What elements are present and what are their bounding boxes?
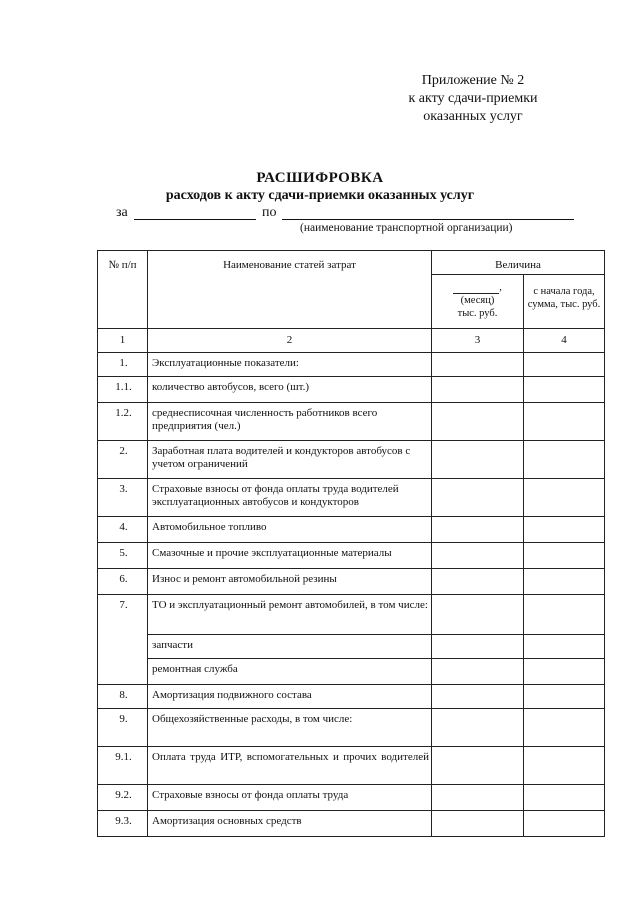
table-row — [98, 353, 605, 377]
ytd-value-cell[interactable] — [524, 635, 605, 659]
row-cost-item: Автомобильное топливо — [148, 517, 432, 543]
ytd-value-cell[interactable] — [524, 709, 605, 747]
ytd-value-cell[interactable] — [524, 479, 605, 517]
period-from-blank[interactable] — [134, 219, 256, 220]
table-row — [98, 479, 605, 517]
row-cost-item: среднесписочная численность работников всего предприятия (чел.) — [148, 403, 432, 441]
row-number: 6. — [98, 569, 148, 595]
month-value-cell[interactable] — [432, 441, 524, 479]
month-value-cell[interactable] — [432, 517, 524, 543]
expense-table — [97, 250, 605, 837]
header-month-label: (месяц) — [460, 295, 495, 306]
row-cost-item: Амортизация подвижного состава — [148, 685, 432, 709]
table-row — [98, 403, 605, 441]
table-row — [98, 377, 605, 403]
table-row — [98, 543, 605, 569]
month-value-cell[interactable] — [432, 353, 524, 377]
column-number-cell: 4 — [524, 329, 605, 353]
table-row — [98, 685, 605, 709]
ytd-value-cell[interactable] — [524, 785, 605, 811]
ytd-value-cell[interactable] — [524, 685, 605, 709]
appendix-line-3: оказанных услуг — [423, 109, 523, 124]
table-row — [98, 785, 605, 811]
row-number: 9.2. — [98, 785, 148, 811]
row-cost-item — [148, 747, 432, 785]
row-number: 8. — [98, 685, 148, 709]
header-ytd-column: с начала года, сумма, тыс. руб. — [524, 275, 605, 329]
table-row — [98, 635, 605, 659]
row-cost-item: Амортизация основных средств — [148, 811, 432, 837]
header-month-unit: тыс. руб. — [457, 308, 498, 319]
table-row — [98, 709, 605, 747]
row-number: 4. — [98, 517, 148, 543]
row-cost-item: запчасти — [148, 635, 432, 659]
row-number: 2. — [98, 441, 148, 479]
table-row — [98, 811, 605, 837]
column-number-cell: 2 — [148, 329, 432, 353]
row-number: 5. — [98, 543, 148, 569]
row-number: 3. — [98, 479, 148, 517]
header-month-column — [432, 275, 524, 329]
month-value-cell[interactable] — [432, 811, 524, 837]
document-subtitle: расходов к акту сдачи-приемки оказанных услуг — [165, 188, 475, 203]
ytd-value-cell[interactable] — [524, 403, 605, 441]
ytd-value-cell[interactable] — [524, 747, 605, 785]
ytd-value-cell[interactable] — [524, 441, 605, 479]
month-value-cell[interactable] — [432, 377, 524, 403]
row-cost-item: Заработная плата водителей и кондукторов автобусов с учетом ограничений — [148, 441, 432, 479]
row-cost-item: количество автобусов, всего (шт.) — [148, 377, 432, 403]
ytd-value-cell[interactable] — [524, 377, 605, 403]
row-cost-item: Эксплуатационные показатели: — [148, 353, 432, 377]
month-blank — [453, 283, 499, 294]
row-cost-item: Общехозяйственные расходы, в том числе: — [148, 709, 432, 747]
row-number: 1.2. — [98, 403, 148, 441]
month-value-cell[interactable] — [432, 543, 524, 569]
row-number: 7. — [98, 595, 148, 685]
month-value-cell[interactable] — [432, 569, 524, 595]
row-number: 9.3. — [98, 811, 148, 837]
ytd-value-cell[interactable] — [524, 543, 605, 569]
month-value-cell[interactable] — [432, 659, 524, 685]
appendix-line-2: к акту сдачи-приемки — [408, 91, 538, 106]
month-value-cell[interactable] — [432, 685, 524, 709]
row-cost-item: Страховые взносы от фонда оплаты труда — [148, 785, 432, 811]
period-from-label: за — [116, 205, 128, 220]
month-value-cell[interactable] — [432, 785, 524, 811]
ytd-value-cell[interactable] — [524, 569, 605, 595]
column-number-cell: 3 — [432, 329, 524, 353]
month-value-cell[interactable] — [432, 709, 524, 747]
row-cost-item-text: Оплата труда ИТР, вспомогательных и прочих водителей — [152, 751, 429, 763]
row-number: 1. — [98, 353, 148, 377]
header-cost-item: Наименование статей затрат — [148, 251, 432, 329]
table-row — [98, 595, 605, 635]
month-value-cell[interactable] — [432, 595, 524, 635]
row-cost-item: Страховые взносы от фонда оплаты труда водителей эксплуатационных автобусов и кондукторов — [148, 479, 432, 517]
month-value-cell[interactable] — [432, 747, 524, 785]
table-row — [98, 747, 605, 785]
column-number-cell: 1 — [98, 329, 148, 353]
row-number: 9. — [98, 709, 148, 747]
row-cost-item: ремонтная служба — [148, 659, 432, 685]
ytd-value-cell[interactable] — [524, 659, 605, 685]
organization-caption: (наименование транспортной организации) — [300, 222, 513, 234]
appendix-line-1: Приложение № 2 — [421, 73, 525, 88]
period-line — [116, 205, 586, 223]
appendix-reference — [388, 72, 558, 126]
table-row — [98, 517, 605, 543]
table-row — [98, 659, 605, 685]
organization-blank[interactable] — [282, 219, 574, 220]
row-number: 1.1. — [98, 377, 148, 403]
table-row — [98, 441, 605, 479]
document-title: РАСШИФРОВКА — [256, 170, 384, 186]
month-separator: , — [499, 282, 502, 293]
ytd-value-cell[interactable] — [524, 811, 605, 837]
ytd-value-cell[interactable] — [524, 595, 605, 635]
header-value: Величина — [432, 251, 605, 275]
row-cost-item: ТО и эксплуатационный ремонт автомобилей, в том числе: — [148, 595, 432, 635]
period-to-label: по — [262, 205, 277, 220]
ytd-value-cell[interactable] — [524, 353, 605, 377]
month-value-cell[interactable] — [432, 635, 524, 659]
header-number: № п/п — [98, 251, 148, 329]
ytd-value-cell[interactable] — [524, 517, 605, 543]
row-number: 9.1. — [98, 747, 148, 785]
month-value-cell[interactable] — [432, 403, 524, 441]
row-cost-item: Смазочные и прочие эксплуатационные материалы — [148, 543, 432, 569]
row-cost-item: Износ и ремонт автомобильной резины — [148, 569, 432, 595]
table-row — [98, 569, 605, 595]
month-value-cell[interactable] — [432, 479, 524, 517]
